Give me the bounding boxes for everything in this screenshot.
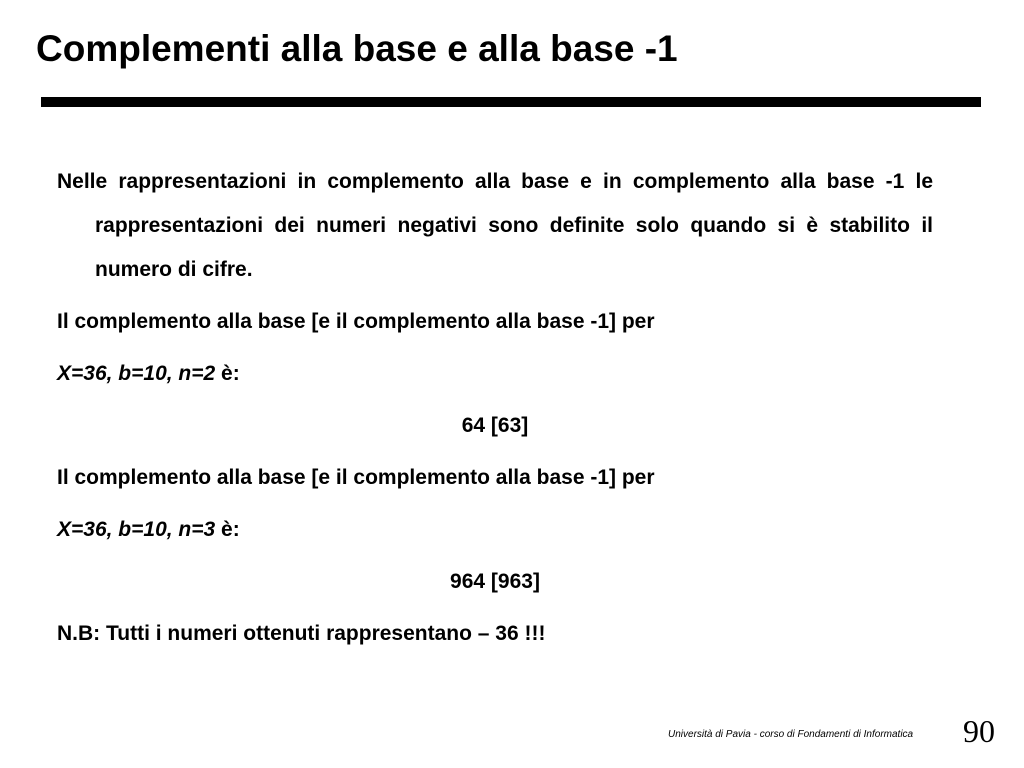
title-divider	[41, 97, 981, 107]
example2-result: 964 [963]	[450, 570, 540, 593]
note-line: N.B: Tutti i numeri ottenuti rappresentano – 36 !!!	[57, 622, 546, 645]
example1-suffix: è:	[215, 362, 240, 385]
example2-params-line	[57, 508, 933, 552]
footer-text: Università di Pavia - corso di Fondamenti di Informatica	[668, 729, 914, 740]
example1-line: Il complemento alla base [e il complemento alla base -1] per	[57, 310, 655, 333]
example1-params: X=36, b=10, n=2	[57, 362, 216, 385]
example1-result: 64 [63]	[461, 414, 529, 437]
example2-suffix: è:	[215, 518, 240, 541]
example2-line: Il complemento alla base [e il complemento alla base -1] per	[57, 466, 655, 489]
slide-body	[57, 160, 933, 664]
intro-paragraph: Nelle rappresentazioni in complemento alla base e in complemento alla base -1 le rappresentazioni dei numeri negativi sono definite solo quando si è stabilito il numero di cifre.	[57, 170, 933, 281]
slide-title: Complementi alla base e alla base -1	[36, 28, 678, 69]
example1-params-line	[57, 352, 933, 396]
page-number: 90	[963, 713, 995, 749]
example2-params: X=36, b=10, n=3	[57, 518, 216, 541]
